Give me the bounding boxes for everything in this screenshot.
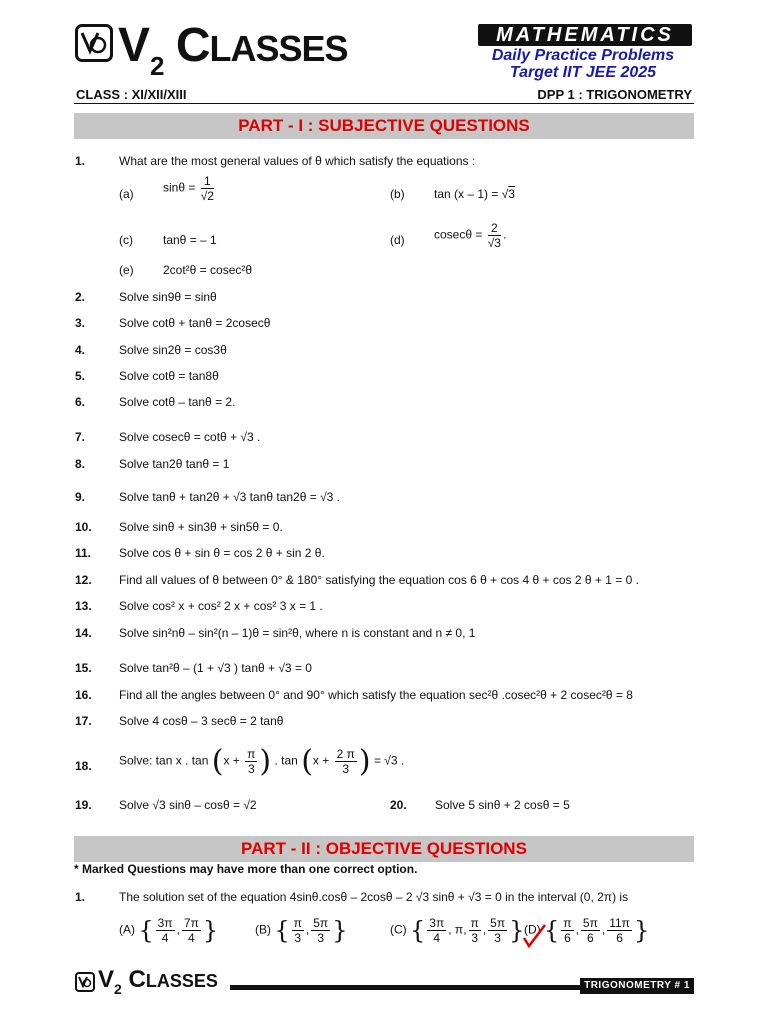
option-d-3d: 6 bbox=[616, 931, 623, 945]
option-b-frac-2 bbox=[311, 916, 330, 945]
q10-text: Solve sinθ + sin3θ + sin5θ = 0. bbox=[119, 520, 283, 534]
footer-rule bbox=[230, 985, 580, 990]
q18-d1: 3 bbox=[247, 762, 255, 776]
subject-badge: MATHEMATICS bbox=[478, 24, 692, 46]
p2-q1-text: The solution set of the equation 4sinθ.cosθ – 2cosθ – 2 √3 sinθ + √3 = 0 in the interval (0, 2π) is bbox=[119, 890, 629, 904]
option-a-1n: 3π bbox=[157, 916, 173, 930]
option-c[interactable]: (C) { $\frac{3\pi}{4}$ , π, $\frac{\pi}{3}$ , $\frac{5\pi}{3}$ } bbox=[390, 916, 525, 945]
q6-number: 6. bbox=[75, 395, 86, 409]
q1b-label: (b) bbox=[390, 187, 405, 201]
q1d-frac bbox=[488, 221, 501, 250]
q16-number: 16. bbox=[75, 688, 92, 702]
option-a-frac-1 bbox=[156, 916, 175, 945]
option-b-1d: 3 bbox=[294, 931, 302, 945]
q18-pre: Solve: tan x . tan bbox=[119, 753, 209, 768]
q18-paren-close-2: ) bbox=[358, 744, 371, 779]
q1b-pre: tan (x – 1) = bbox=[434, 187, 499, 201]
option-a-1d: 4 bbox=[161, 931, 169, 945]
q9-text: Solve tanθ + tan2θ + √3 tanθ tan2θ = √3 . bbox=[119, 490, 341, 504]
option-d-label: (D) bbox=[524, 922, 541, 937]
q4-text: Solve sin2θ = cos3θ bbox=[119, 343, 227, 357]
option-b-2n: 5π bbox=[313, 916, 329, 930]
q18-paren-close-1: ) bbox=[259, 744, 272, 779]
option-b[interactable]: (B) { $\frac{\pi}{3}$ , $\frac{5\pi}{3}$ } bbox=[255, 916, 348, 945]
q5-number: 5. bbox=[75, 369, 86, 383]
option-b-brace-close: } bbox=[332, 916, 348, 945]
q8-text: Solve tan2θ tanθ = 1 bbox=[119, 457, 230, 471]
q18-frac-1 bbox=[245, 747, 257, 776]
q18-x2: x + bbox=[312, 753, 330, 768]
q1b-rad: 3 bbox=[508, 187, 515, 201]
logo-mark-icon bbox=[78, 27, 110, 59]
q3-text: Solve cotθ + tanθ = 2cosecθ bbox=[119, 316, 271, 330]
q18-n1: π bbox=[247, 747, 256, 761]
q11-number: 11. bbox=[75, 546, 92, 560]
option-c-3d: 3 bbox=[471, 931, 479, 945]
q15-text: Solve tan²θ – (1 + √3 ) tanθ + √3 = 0 bbox=[119, 661, 312, 675]
option-c-3n: π bbox=[470, 916, 479, 930]
option-d-frac-1 bbox=[561, 916, 573, 945]
q15-number: 15. bbox=[75, 661, 92, 675]
option-a-frac-2 bbox=[182, 916, 201, 945]
q1d-label: (d) bbox=[390, 233, 405, 247]
option-c-1d: 4 bbox=[433, 931, 441, 945]
q2-text: Solve sin9θ = sinθ bbox=[119, 290, 217, 304]
option-c-frac-3 bbox=[469, 916, 481, 945]
brand-v: V bbox=[118, 19, 150, 72]
option-b-2d: 3 bbox=[317, 931, 325, 945]
q9-number: 9. bbox=[75, 490, 86, 504]
q12-text: Find all values of θ between 0° & 180° satisfying the equation cos 6 θ + cos 4 θ + cos 2 θ + 1 = 0 . bbox=[119, 573, 639, 587]
q18-paren-open-2: ( bbox=[301, 744, 313, 779]
q1d-post: . bbox=[502, 227, 507, 242]
q1a-den: √2 bbox=[200, 189, 214, 203]
option-d-frac-3 bbox=[607, 916, 632, 945]
class-label: CLASS : XI/XII/XIII bbox=[76, 87, 187, 102]
marked-note: * Marked Questions may have more than one correct option. bbox=[74, 862, 418, 876]
option-b-label: (B) bbox=[255, 922, 271, 937]
q3-number: 3. bbox=[75, 316, 86, 330]
q1d-den: √3 bbox=[487, 236, 501, 250]
footer-brand-c: C bbox=[128, 966, 146, 993]
q20-text: Solve 5 sinθ + 2 cosθ = 5 bbox=[435, 798, 570, 812]
q1e-expr: 2cot²θ = cosec²θ bbox=[163, 263, 253, 277]
header-divider bbox=[74, 103, 694, 104]
footer-brand-rest: LASSES bbox=[145, 971, 218, 991]
q18-post: = √3 . bbox=[373, 753, 405, 768]
footer-page-tag: TRIGONOMETRY # 1 bbox=[580, 978, 694, 994]
q1c-expr: tanθ = – 1 bbox=[163, 233, 217, 247]
q1a-num: 1 bbox=[201, 174, 214, 189]
q1d-pre: cosecθ = bbox=[434, 227, 483, 242]
option-b-frac-1 bbox=[292, 916, 304, 945]
option-c-label: (C) bbox=[390, 922, 407, 937]
q18-paren-open-1: ( bbox=[211, 744, 224, 779]
q1d-num: 2 bbox=[488, 221, 501, 236]
q7-number: 7. bbox=[75, 430, 86, 444]
q1d-expr bbox=[434, 221, 506, 250]
q1-text: What are the most general values of θ which satisfy the equations : bbox=[119, 154, 476, 168]
brand-rest: LASSES bbox=[209, 28, 348, 69]
q1-number: 1. bbox=[75, 154, 86, 168]
q1a-expr bbox=[163, 174, 216, 203]
footer-brand-v: V bbox=[98, 966, 115, 993]
q16-text: Find all the angles between 0° and 90° which satisfy the equation sec²θ .cosec²θ + 2 cosec²θ = 8 bbox=[119, 688, 633, 702]
q10-number: 10. bbox=[75, 520, 92, 534]
q18-mid: . tan bbox=[274, 753, 298, 768]
option-b-brace-open: { bbox=[274, 916, 290, 945]
option-a[interactable]: (A) { $\frac{3\pi}{4}$ , $\frac{7\pi}{4}$ } bbox=[119, 916, 219, 945]
footer-brand bbox=[98, 966, 218, 997]
q18-d2: 3 bbox=[342, 762, 350, 776]
subtitle-target: Target IIT JEE 2025 bbox=[509, 64, 657, 81]
q1a-label: (a) bbox=[119, 187, 134, 201]
q1c-label: (c) bbox=[119, 233, 133, 247]
option-a-brace-close: } bbox=[202, 916, 219, 945]
option-d-frac-2 bbox=[581, 916, 600, 945]
q4-number: 4. bbox=[75, 343, 86, 357]
option-d[interactable]: (D) { $\frac{\pi}{6}$ , $\frac{5\pi}{6}$ , $\frac{11\pi}{6}$ } bbox=[524, 916, 650, 945]
option-a-2d: 4 bbox=[188, 931, 195, 945]
option-d-brace-open: { bbox=[544, 916, 560, 945]
option-b-1n: π bbox=[293, 916, 302, 930]
option-c-frac-1 bbox=[427, 916, 446, 945]
q17-number: 17. bbox=[75, 714, 92, 728]
brand-sub: 2 bbox=[150, 51, 164, 81]
option-a-2n: 7π bbox=[183, 916, 199, 930]
option-c-4n: 5π bbox=[490, 916, 506, 930]
option-c-brace-open: { bbox=[410, 916, 426, 945]
option-c-2: π, bbox=[454, 922, 467, 937]
q1b-expr: tan (x – 1) = √3 bbox=[434, 187, 515, 201]
q1a-frac bbox=[201, 174, 214, 203]
q14-text: Solve sin²nθ – sin²(n – 1)θ = sin²θ, where n is constant and n ≠ 0, 1 bbox=[119, 626, 476, 640]
q18-expr bbox=[119, 744, 404, 779]
q18-frac-2 bbox=[335, 747, 357, 776]
part1-title: PART - I : SUBJECTIVE QUESTIONS bbox=[74, 113, 694, 139]
part2-title: PART - II : OBJECTIVE QUESTIONS bbox=[74, 836, 694, 862]
logo-icon bbox=[75, 24, 113, 62]
p2-q1-number: 1. bbox=[75, 890, 86, 904]
q1e-label: (e) bbox=[119, 263, 134, 277]
option-d-3n: 11π bbox=[609, 916, 630, 930]
q6-text: Solve cotθ – tanθ = 2. bbox=[119, 395, 236, 409]
subtitle-dpp: Daily Practice Problems bbox=[491, 47, 675, 64]
footer-logo-icon bbox=[75, 972, 95, 992]
q8-number: 8. bbox=[75, 457, 86, 471]
option-d-1d: 6 bbox=[564, 931, 571, 945]
option-c-brace-close: } bbox=[509, 916, 525, 945]
q12-number: 12. bbox=[75, 573, 92, 587]
dpp-label: DPP 1 : TRIGONOMETRY bbox=[537, 87, 692, 102]
q18-number: 18. bbox=[75, 759, 92, 773]
option-a-label: (A) bbox=[119, 922, 135, 937]
q18-x1: x + bbox=[223, 753, 240, 768]
footer-brand-sub: 2 bbox=[114, 981, 122, 997]
q13-text: Solve cos² x + cos² 2 x + cos² 3 x = 1 . bbox=[119, 599, 323, 613]
option-c-4d: 3 bbox=[494, 931, 501, 945]
option-d-2n: 5π bbox=[582, 916, 598, 930]
q20-number: 20. bbox=[390, 798, 407, 812]
q7-text: Solve cosecθ = cotθ + √3 . bbox=[119, 430, 261, 444]
answer-tick-icon bbox=[520, 922, 548, 950]
brand-logo bbox=[118, 18, 348, 94]
q19-number: 19. bbox=[75, 798, 92, 812]
q19-text: Solve √3 sinθ – cosθ = √2 bbox=[119, 798, 257, 812]
option-d-2d: 6 bbox=[587, 931, 594, 945]
option-c-frac-4 bbox=[488, 916, 507, 945]
footer-logo-mark-icon bbox=[77, 974, 93, 990]
brand-c: C bbox=[175, 19, 210, 72]
option-a-brace-open: { bbox=[138, 916, 154, 945]
option-c-1n: 3π bbox=[429, 916, 445, 930]
q17-text: Solve 4 cosθ – 3 secθ = 2 tanθ bbox=[119, 714, 284, 728]
option-d-brace-close: } bbox=[633, 916, 650, 945]
q11-text: Solve cos θ + sin θ = cos 2 θ + sin 2 θ. bbox=[119, 546, 325, 560]
q1a-pre: sinθ = bbox=[163, 180, 196, 195]
q2-number: 2. bbox=[75, 290, 86, 304]
q18-n2: 2 π bbox=[336, 747, 355, 761]
option-d-1n: π bbox=[563, 916, 572, 930]
q5-text: Solve cotθ = tan8θ bbox=[119, 369, 219, 383]
q13-number: 13. bbox=[75, 599, 92, 613]
q14-number: 14. bbox=[75, 626, 92, 640]
